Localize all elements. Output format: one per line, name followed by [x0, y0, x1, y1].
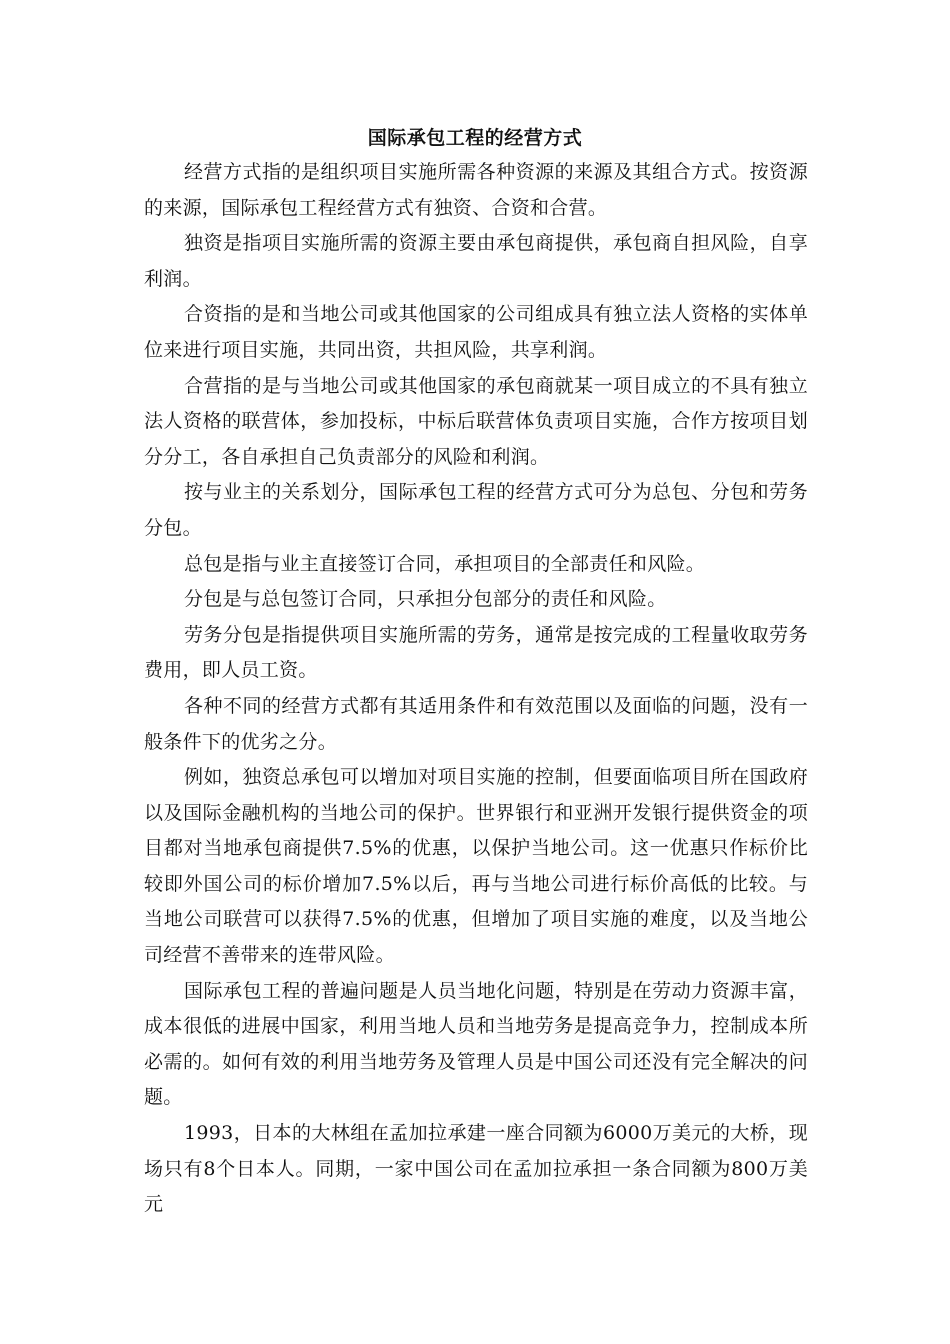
- paragraph-localization: 国际承包工程的普遍问题是人员当地化问题，特别是在劳动力资源丰富，成本很低的进展中国家，利用当地人员和当地劳务是提高竞争力，控制成本所必需的。如何有效的利用当地劳务及管理人员是中国公司还没有完全解决的问题。: [144, 979, 808, 1109]
- document-body: [144, 155, 808, 1223]
- paragraph-sole-investment: 独资是指项目实施所需的资源主要由承包商提供，承包商自担风险，自享利润。: [144, 232, 808, 290]
- paragraph-operation-modes: 经营方式指的是组织项目实施所需各种资源的来源及其组合方式。按资源的来源，国际承包工程经营方式有独资、合资和合营。: [144, 161, 808, 219]
- paragraph-subcontract: 分包是与总包签订合同，只承担分包部分的责任和风险。: [184, 588, 667, 611]
- paragraph-joint-venture: 合资指的是和当地公司或其他国家的公司组成具有独立法人资格的实体单位来进行项目实施，共同出资，共担风险，共享利润。: [144, 303, 808, 361]
- paragraph-example: 例如，独资总承包可以增加对项目实施的控制，但要面临项目所在国政府以及国际金融机构的当地公司的保护。世界银行和亚洲开发银行提供资金的项目都对当地承包商提供7.5%的优惠，以保护当地公司。这一优惠只作标价比较即外国公司的标价增加7.5%以后，再与当地公司进行标价高低的比较。与当地公司联营可以获得7.5%的优惠，但增加了项目实施的难度，以及当地公司经营不善带来的连带风险。: [144, 766, 808, 967]
- paragraph-labor-subcontract: 劳务分包是指提供项目实施所需的劳务，通常是按完成的工程量收取劳务费用，即人员工资。: [144, 623, 808, 682]
- paragraph-general-contract: 总包是指与业主直接签订合同，承担项目的全部责任和风险。: [184, 552, 706, 575]
- paragraph-consortium: 合营指的是与当地公司或其他国家的承包商就某一项目成立的不具有独立法人资格的联营体，参加投标，中标后联营体负责项目实施，合作方按项目划分分工，各自承担自己负责部分的风险和利润。: [144, 374, 808, 468]
- paragraph-no-general-ranking: 各种不同的经营方式都有其适用条件和有效范围以及面临的问题，没有一般条件下的优劣之分。: [144, 694, 808, 753]
- paragraph-owner-relationship: 按与业主的关系划分，国际承包工程的经营方式可分为总包、分包和劳务分包。: [144, 481, 808, 539]
- paragraph-case-1993: 1993，日本的大林组在孟加拉承建一座合同额为6000万美元的大桥，现场只有8个日本人。同期，一家中国公司在孟加拉承担一条合同额为800万美元: [144, 1122, 808, 1216]
- document-title: 国际承包工程的经营方式: [367, 127, 583, 149]
